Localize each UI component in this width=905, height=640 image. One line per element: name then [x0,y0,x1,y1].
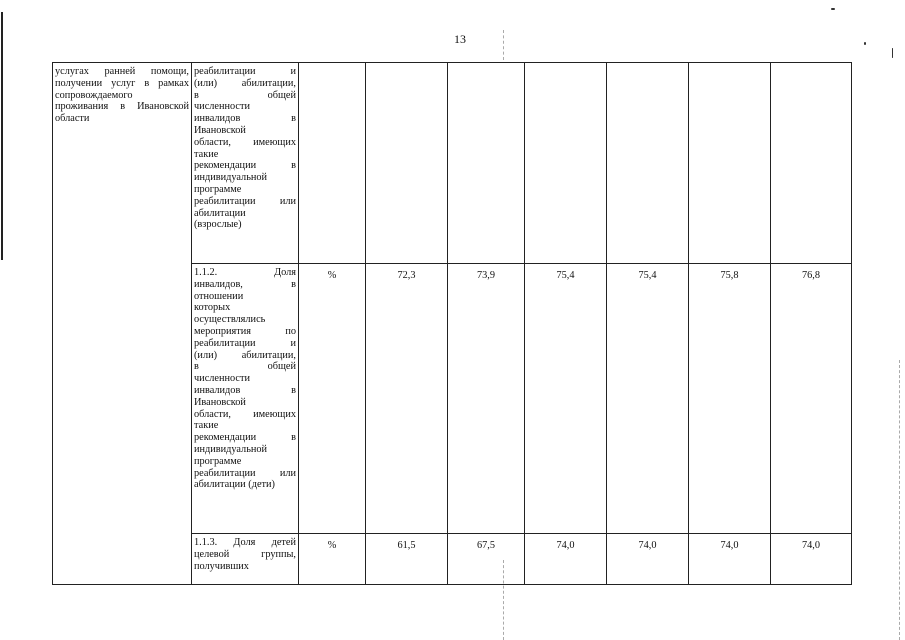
indicator-line: такие [194,148,219,160]
value-cell: 75,8 [689,264,771,534]
scan-speck [864,42,866,45]
value-cell [607,63,689,264]
value-cell [525,63,607,264]
indicator-line: инвалидов в [194,384,296,396]
indicator-line: такие [194,420,219,432]
indicator-line: (или) абилитации, [194,349,296,361]
indicator-line: программе [194,455,242,467]
indicator-line: получивших [194,560,249,572]
indicator-line: области, имеющих [194,136,296,148]
value-cell: 73,9 [448,264,525,534]
value-cell: 74,0 [607,534,689,585]
value-cell: 75,4 [607,264,689,534]
indicator-line: в общей [194,89,296,101]
area-text-line: области [55,113,90,125]
indicator-cell [192,63,299,264]
indicator-line: реабилитации и [194,66,296,77]
value-cell: 74,0 [689,534,771,585]
scan-dash-line [899,360,901,640]
value-cell: 72,3 [366,264,448,534]
indicators-table [52,62,852,585]
indicator-line: области, имеющих [194,408,296,420]
area-text-line: услугах ранней помощи, [55,66,189,77]
indicator-line: (взрослые) [194,219,242,231]
scan-speck [831,8,835,10]
indicator-line: индивидуальной [194,172,268,184]
indicator-line: 1.1.3. Доля детей [194,537,296,548]
indicator-line: абилитации [194,207,246,219]
indicator-line: осуществлялись [194,314,266,326]
unit-cell: % [299,534,366,585]
area-text-line: получении услуг в рамках [55,77,189,89]
page-number: 13 [454,32,466,46]
indicator-line: Ивановской [194,396,246,408]
value-cell: 74,0 [771,534,852,585]
indicator-line: реабилитации и [194,337,296,349]
indicator-line: численности [194,101,250,113]
scan-left-edge [1,12,3,260]
indicator-line: программе [194,183,242,195]
value-cell: 67,5 [448,534,525,585]
indicator-line: реабилитации или [194,467,296,479]
table-row [53,63,852,264]
indicator-cell [192,534,299,585]
indicator-line: которых [194,302,231,314]
indicator-cell [192,264,299,534]
area-text-line: сопровождаемого [55,89,133,101]
indicator-line: мероприятия по [194,325,296,337]
indicator-line: в общей [194,361,296,373]
value-cell [448,63,525,264]
value-cell: 74,0 [525,534,607,585]
indicator-line: абилитации (дети) [194,479,275,491]
unit-cell: % [299,264,366,534]
area-text-line: проживания в Ивановской [55,101,189,113]
value-cell: 61,5 [366,534,448,585]
scan-dash-line [503,30,505,60]
value-cell: 76,8 [771,264,852,534]
indicator-line: 1.1.2. Доля [194,267,296,278]
indicator-line: индивидуальной [194,443,268,455]
indicator-line: (или) абилитации, [194,77,296,89]
indicator-line: численности [194,373,250,385]
scan-speck [892,48,893,58]
value-cell [771,63,852,264]
unit-cell [299,63,366,264]
indicator-line: рекомендации в [194,432,296,444]
indicator-line: целевой группы, [194,548,296,560]
value-cell [366,63,448,264]
indicator-line: Ивановской [194,124,246,136]
indicator-line: отношении [194,290,244,302]
program-area-cell [53,63,192,585]
value-cell: 75,4 [525,264,607,534]
indicator-line: рекомендации в [194,160,296,172]
indicator-line: инвалидов, в [194,278,296,290]
indicator-line: инвалидов в [194,113,296,125]
value-cell [689,63,771,264]
indicator-line: реабилитации или [194,195,296,207]
